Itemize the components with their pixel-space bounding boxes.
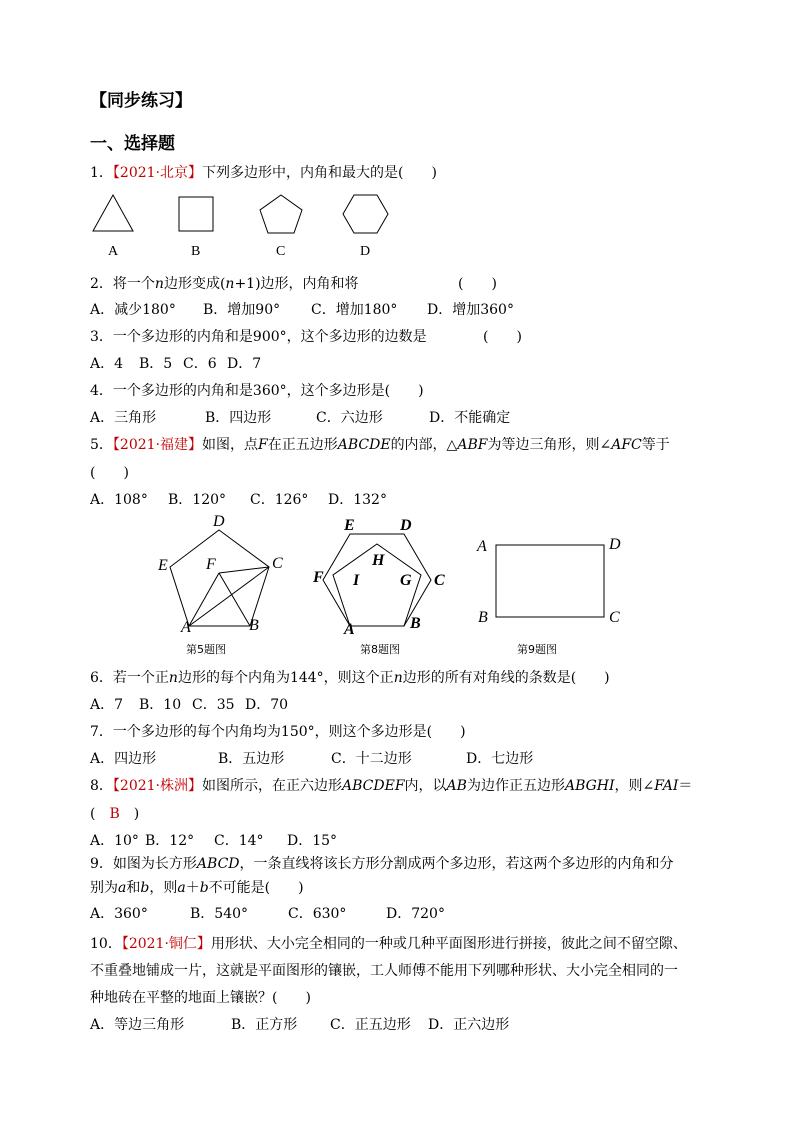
fig8-label-g: G — [400, 572, 412, 589]
fig5-line-af — [189, 573, 219, 626]
q9-option-c: C．630° — [288, 906, 347, 922]
fig8-label-a: A — [344, 621, 355, 638]
q2-text-b: 边形变成( — [163, 276, 226, 292]
fig8-caption: 第8题图 — [360, 643, 400, 656]
q2-text-c: +1)边形，内角和将 — [234, 276, 359, 292]
q7-option-d: D．七边形 — [466, 751, 534, 767]
q1-shapes-figure — [88, 192, 398, 264]
triangle-shape — [93, 195, 133, 231]
q9-text-5: ，则 — [149, 880, 178, 896]
q8-close-paren: ) — [133, 806, 140, 822]
shape-label-d: D — [360, 244, 371, 259]
q9-text-6: 不可能是( ) — [208, 880, 304, 896]
figure-8 — [312, 517, 445, 656]
q5-var-abf: ABF — [457, 437, 488, 453]
q10-line-2: 不重叠地铺成一片，这就是平面图形的镶嵌，工人师傅不能用下列哪种形状、大小完全相同的一 — [90, 963, 678, 979]
q9-option-d: D．720° — [386, 906, 445, 922]
q6-option-d: D．70 — [245, 697, 289, 713]
q4-text: 一个多边形的内角和是360°，这个多边形是( ) — [112, 383, 424, 399]
fig5-line-bf — [219, 573, 250, 626]
q9-text-1: 如图为长方形 — [112, 856, 197, 872]
q3-number: 3． — [90, 329, 113, 345]
figure-5 — [157, 513, 283, 656]
question-10 — [90, 935, 687, 953]
q6-option-c: C．35 — [192, 697, 235, 713]
q3-option-c: C．6 — [183, 356, 217, 372]
q6-text-2: 边形的每个内角为144°，则这个正 — [177, 670, 394, 686]
question-9 — [90, 855, 674, 873]
fig8-label-f: F — [313, 569, 324, 586]
q5-bracket: ( ) — [90, 465, 129, 481]
q5-var-f: F — [258, 437, 268, 453]
fig9-label-c: C — [609, 609, 620, 626]
q8-var-4: FAI — [654, 778, 679, 794]
q9-number: 9． — [90, 856, 113, 872]
q8-source-tag: 【2021·株洲】 — [112, 778, 203, 794]
q8-option-b: B．12° — [145, 833, 195, 849]
q9-text-4: 和 — [126, 880, 141, 896]
q1-number: 1． — [90, 165, 113, 181]
q5-option-a: A．108° — [90, 492, 148, 508]
q7-number: 7． — [90, 724, 113, 740]
q8-var-1: ABCDEF — [342, 778, 405, 794]
q5-text-5: 等于 — [641, 437, 670, 453]
fig5-label-b: B — [249, 617, 259, 634]
q7-option-b: B．五边形 — [218, 751, 285, 767]
q5-var-afc: AFC — [611, 437, 642, 453]
q9-var-abcd: ABCD — [196, 856, 240, 872]
shape-label-b: B — [191, 244, 201, 259]
q5-option-b: B．120° — [168, 492, 227, 508]
q9-var-b-2: b — [199, 880, 209, 896]
q10-source-tag: 【2021·铜仁】 — [121, 936, 211, 952]
q5-text-3: 的内部，△ — [390, 437, 458, 453]
q8-number: 8． — [90, 778, 113, 794]
q1-source-tag: 【2021·北京】 — [112, 165, 203, 181]
hexagon-shape — [343, 195, 388, 233]
q5-source-tag: 【2021·福建】 — [112, 437, 203, 453]
fig9-label-b: B — [478, 609, 488, 626]
figures-row — [150, 510, 650, 660]
q4-option-d: D．不能确定 — [429, 410, 511, 426]
q3-bracket: ( ) — [483, 329, 522, 345]
q5-var-abcde: ABCDE — [337, 437, 391, 453]
question-3 — [90, 328, 427, 346]
fig8-label-c: C — [434, 572, 445, 589]
q2-option-d: D．增加360° — [427, 302, 514, 318]
q5-text-2: 在正五边形 — [267, 437, 338, 453]
q8-text-3: 为边作正五边形 — [466, 778, 565, 794]
question-5 — [90, 436, 670, 454]
q4-number: 4． — [90, 383, 113, 399]
fig9-label-d: D — [609, 536, 621, 553]
q7-option-a: A．四边形 — [90, 751, 157, 767]
q6-text-3: 边形的所有对角线的条数是( ) — [402, 670, 610, 686]
question-8 — [90, 777, 692, 795]
q10-option-b: B．正方形 — [231, 1017, 298, 1033]
q2-bracket: ( ) — [458, 276, 497, 292]
q7-text: 一个多边形的每个内角均为150°，则这个多边形是( ) — [112, 724, 466, 740]
q9-text-2: ，一条直线将该长方形分割成两个多边形，若这两个多边形的内角和分 — [239, 856, 674, 872]
q8-text-1: 如图所示，在正六边形 — [202, 778, 343, 794]
fig8-label-e: E — [344, 517, 355, 534]
q8-text-2: 内，以 — [404, 778, 447, 794]
q9-line-2 — [90, 879, 304, 897]
square-shape — [179, 197, 213, 231]
q3-option-d: D．7 — [227, 356, 262, 372]
q10-option-c: C．正五边形 — [330, 1017, 411, 1033]
q6-var-n: n — [168, 670, 178, 686]
section-title: 一、选择题 — [90, 134, 175, 154]
q3-option-a: A．4 — [90, 356, 124, 372]
q5-text-4: 为等边三角形，则∠ — [487, 437, 612, 453]
q8-var-3: ABGHI — [564, 778, 615, 794]
q9-option-b: B．540° — [190, 906, 249, 922]
q10-number: 10． — [90, 936, 122, 952]
fig5-caption: 第5题图 — [186, 643, 226, 656]
question-2 — [90, 275, 359, 293]
shape-label-a: A — [108, 244, 119, 259]
q8-var-2: AB — [446, 778, 467, 794]
q2-number: 2． — [90, 276, 113, 292]
q10-line-3: 种地砖在平整的地面上镶嵌？( ) — [90, 990, 311, 1006]
q9-var-a: a — [118, 880, 127, 896]
q8-option-a: A．10° — [90, 833, 139, 849]
q8-open-paren: ( — [90, 806, 96, 822]
q3-text: 一个多边形的内角和是900°，这个多边形的边数是 — [112, 329, 427, 345]
q4-option-c: C．六边形 — [316, 410, 383, 426]
figure-9 — [476, 536, 621, 656]
q3-option-b: B．5 — [139, 356, 173, 372]
q5-option-d: D．132° — [328, 492, 387, 508]
q6-option-b: B．10 — [139, 697, 182, 713]
q4-option-a: A．三角形 — [90, 410, 157, 426]
question-4 — [90, 382, 424, 400]
q9-var-b: b — [140, 880, 150, 896]
q6-var-n-2: n — [393, 670, 403, 686]
q5-text-1: 如图，点 — [202, 437, 259, 453]
q8-option-d: D．15° — [287, 833, 338, 849]
q9-var-a-2: a — [177, 880, 186, 896]
fig9-caption: 第9题图 — [517, 643, 557, 656]
q7-option-c: C．十二边形 — [331, 751, 412, 767]
q8-answer: B — [109, 806, 120, 822]
question-7 — [90, 723, 466, 741]
page-heading: 【同步练习】 — [90, 91, 192, 111]
q2-option-a: A．减少180° — [90, 302, 176, 318]
q6-text-1: 若一个正 — [112, 670, 169, 686]
q4-option-b: B．四边形 — [205, 410, 272, 426]
fig8-hexagon — [323, 534, 431, 626]
fig5-label-c: C — [272, 555, 283, 572]
q10-line-1: 用形状、大小完全相同的一种或几种平面图形进行拼接，彼此之间不留空隙、 — [210, 936, 687, 952]
q9-plus: ＋ — [185, 880, 200, 896]
q10-option-d: D．正六边形 — [428, 1017, 510, 1033]
q2-option-b: B．增加90° — [203, 302, 281, 318]
shape-label-c: C — [276, 244, 286, 259]
fig5-label-d: D — [213, 513, 225, 530]
q2-var: n — [154, 276, 164, 292]
q9-text-3: 别为 — [90, 880, 118, 896]
pentagon-shape — [260, 195, 302, 233]
q2-text-a: 将一个 — [112, 276, 155, 292]
question-1 — [90, 164, 437, 182]
question-6 — [90, 669, 610, 687]
q8-text-4: ，则∠ — [614, 778, 655, 794]
q1-text: 下列多边形中，内角和最大的是( ) — [202, 165, 437, 181]
q2-var-2: n — [225, 276, 235, 292]
fig8-label-h: H — [372, 552, 385, 569]
fig9-label-a: A — [477, 538, 487, 555]
q2-option-c: C．增加180° — [311, 302, 398, 318]
q8-option-c: C．14° — [214, 833, 264, 849]
fig5-label-f: F — [206, 556, 216, 573]
q8-text-5: ＝ — [678, 778, 693, 794]
fig8-label-d: D — [400, 517, 412, 534]
fig8-label-b: B — [410, 615, 421, 632]
fig8-label-i: I — [353, 572, 360, 589]
fig9-rectangle — [496, 545, 604, 617]
q10-option-a: A．等边三角形 — [90, 1017, 185, 1033]
q5-option-c: C．126° — [250, 492, 309, 508]
q6-option-a: A．7 — [90, 697, 124, 713]
q6-number: 6． — [90, 670, 113, 686]
fig5-label-a: A — [181, 619, 191, 636]
q9-option-a: A．360° — [90, 906, 148, 922]
q5-number: 5． — [90, 437, 113, 453]
fig5-label-e: E — [158, 557, 168, 574]
q8-answer-line — [90, 805, 139, 823]
